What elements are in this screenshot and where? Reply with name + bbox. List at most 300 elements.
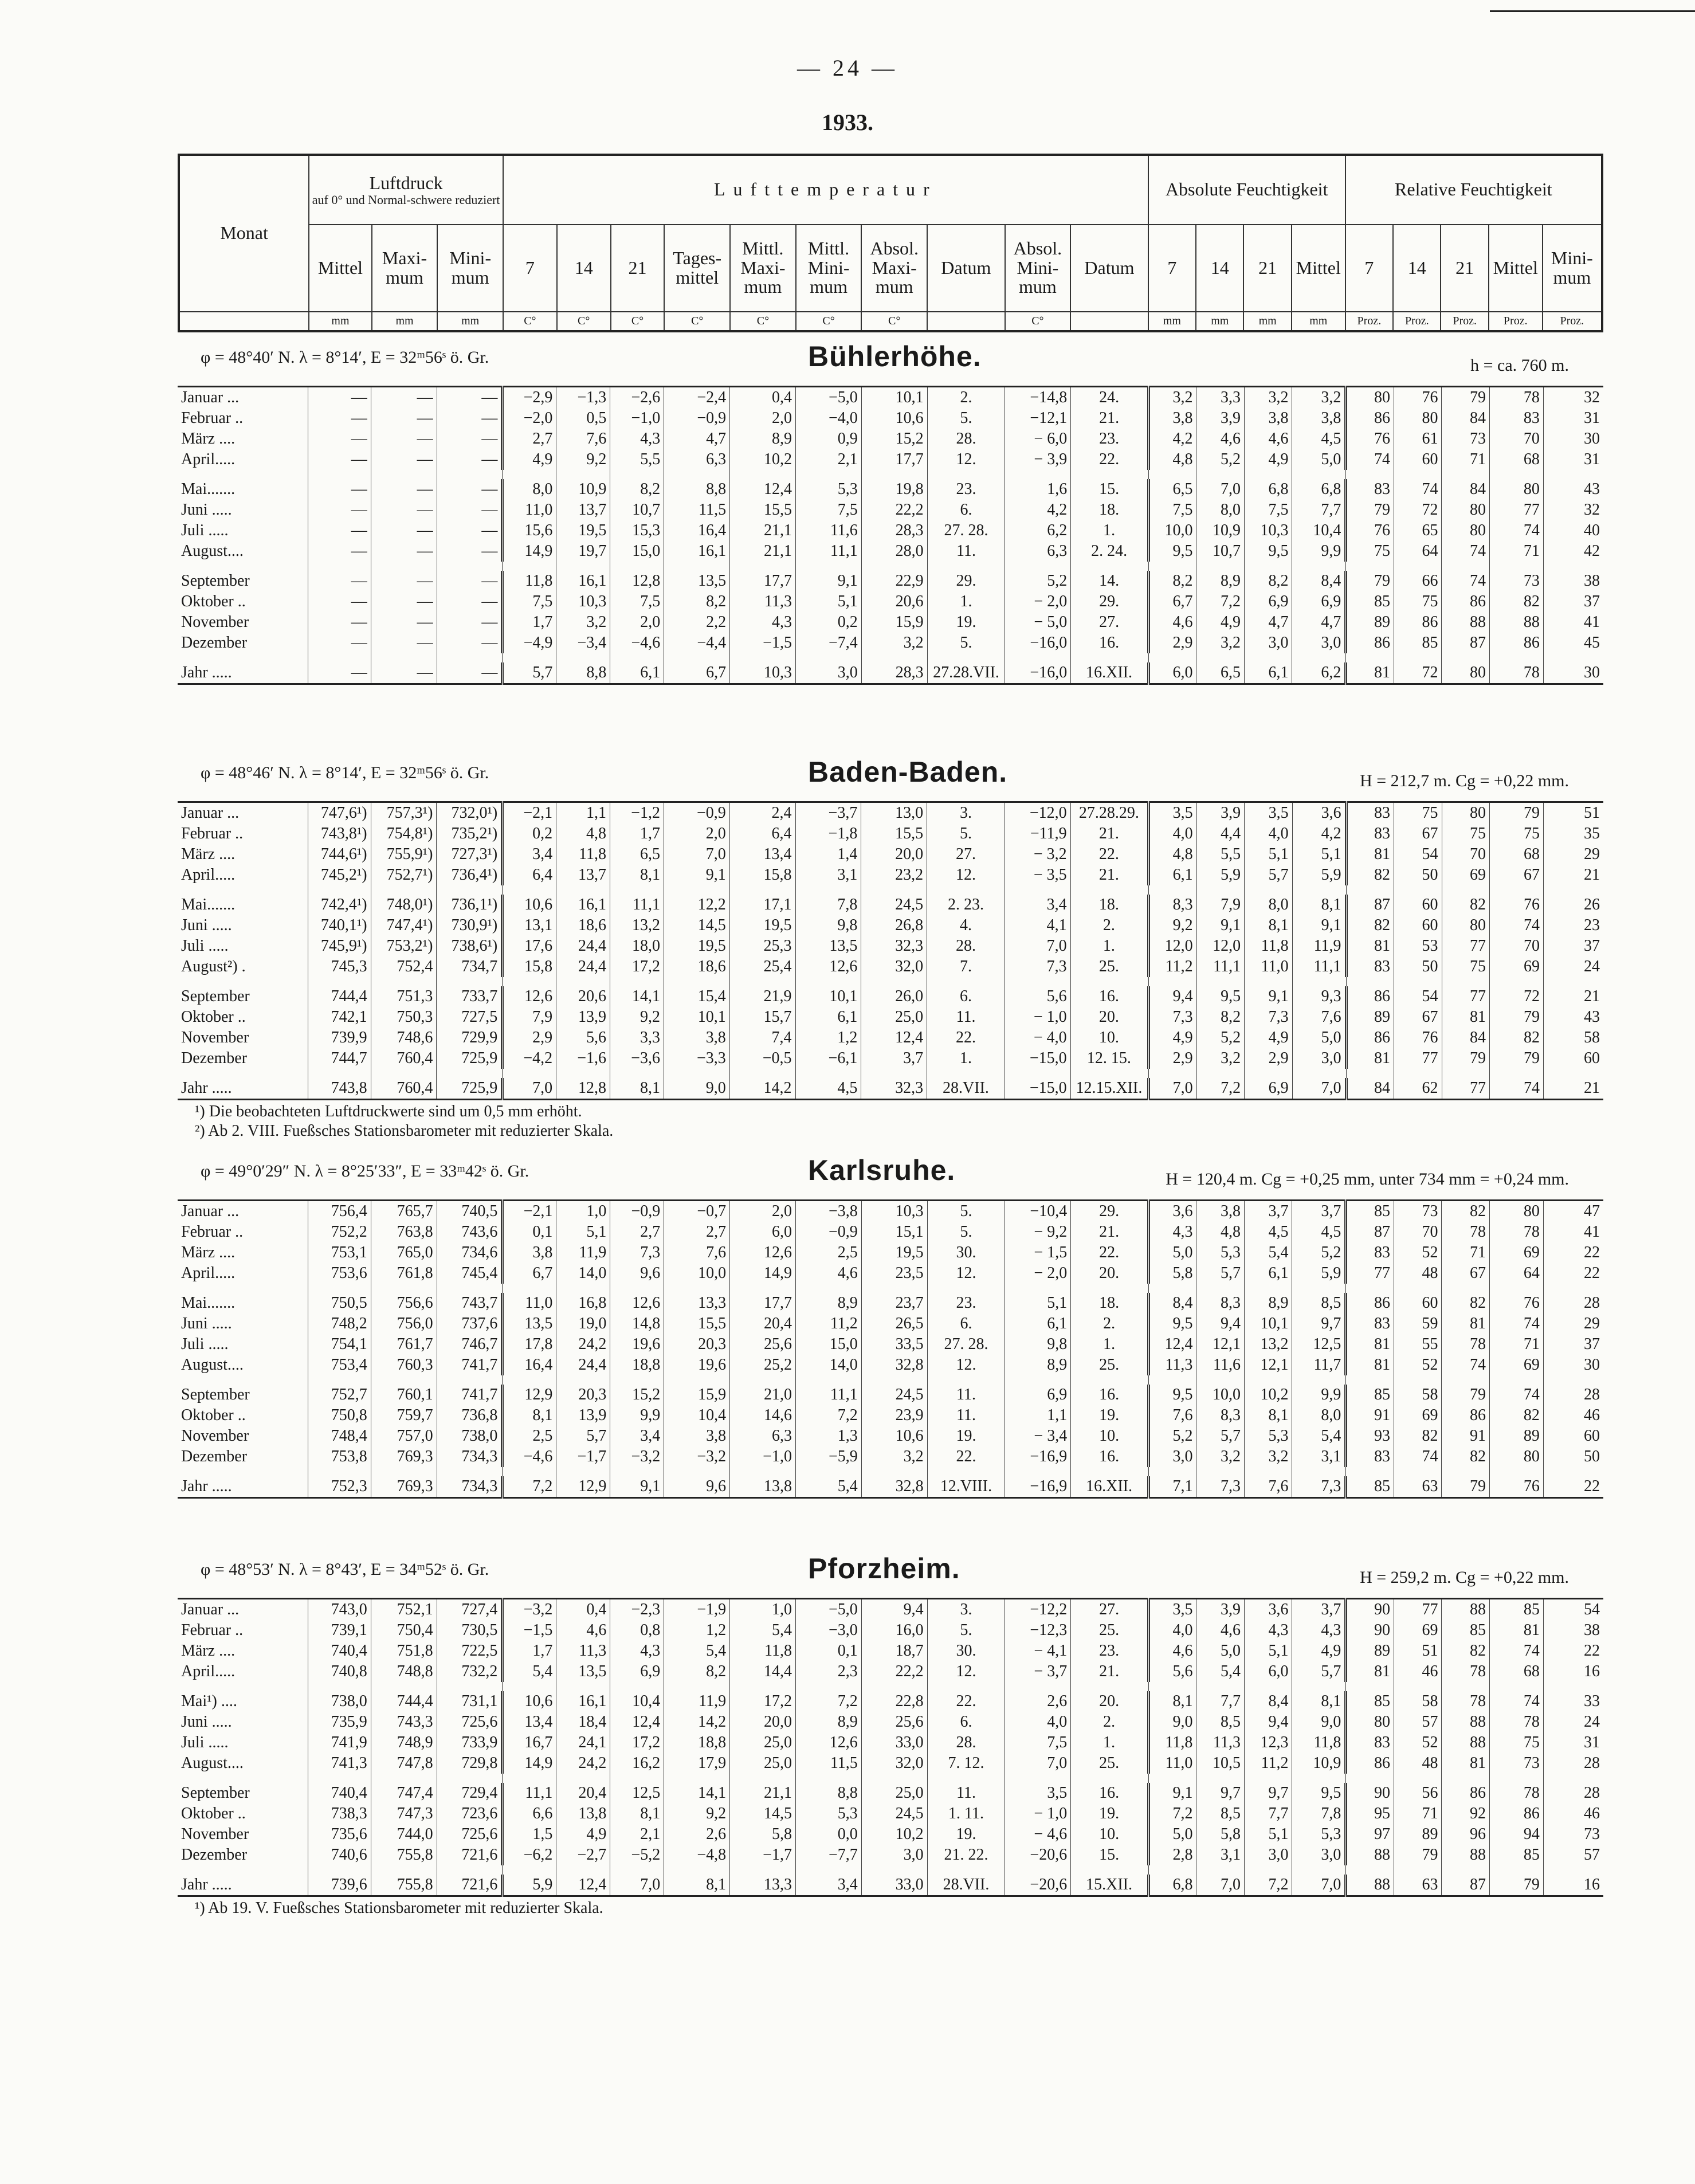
table-cell: 8,3 [1149,895,1196,915]
table-cell: −3,2 [610,1446,664,1467]
table-cell: 730,9¹) [437,915,503,936]
table-cell: 0,1 [795,1641,861,1661]
table-cell: — [371,662,437,684]
table-cell: 12. [927,1355,1005,1375]
table-cell: 15,0 [610,541,664,562]
table-cell: 9,1 [1292,915,1346,936]
table-cell: 2,1 [610,1824,664,1845]
table-cell: 75 [1442,956,1489,977]
table-cell: 8,9 [1244,1293,1292,1313]
table-cell: 755,8 [371,1875,437,1896]
table-cell: 10,6 [861,1426,927,1446]
table-cell: 18,8 [610,1355,664,1375]
table-cell: 25,0 [730,1753,796,1774]
table-cell: 86 [1346,408,1394,429]
table-cell: −2,1 [503,1201,556,1222]
table-cell: 76 [1394,387,1442,409]
table-cell: 1,0 [556,1201,610,1222]
table-cell: 24 [1543,956,1603,977]
table-cell: 61 [1394,429,1442,449]
table-cell: 6. [927,1313,1005,1334]
table-row [178,387,1603,409]
table-cell: 19,5 [729,915,795,936]
table-cell: 40 [1543,520,1603,541]
table-cell: 19,6 [664,1355,730,1375]
table-cell: 4,3 [1244,1620,1292,1641]
table-cell: 83 [1346,1732,1394,1753]
table-cell: 3,5 [1005,1783,1071,1803]
table-cell: 74 [1490,1078,1544,1100]
table-cell: — [437,449,503,470]
table-cell: 6,7 [664,662,730,684]
table-cell: 7,3 [1005,956,1070,977]
table-cell: 12,4 [730,479,796,500]
table-cell: 5,1 [1292,844,1346,865]
table-cell: 20,3 [556,1385,610,1405]
table-cell: − 1,0 [1005,1803,1071,1824]
table-cell: 76 [1394,1028,1442,1048]
col-rmittel: Mittel [1489,225,1543,312]
table-cell: 11,1 [795,541,861,562]
table-cell: 8,0 [1196,500,1245,520]
table-cell: 10,3 [556,591,610,612]
table-row [178,429,1603,449]
table-cell: −4,4 [664,633,730,653]
table-cell: 725,6 [437,1824,503,1845]
table-cell: 54 [1394,986,1442,1007]
month-label: April..... [181,1662,236,1680]
table-cell: 0,4 [556,1599,610,1621]
table-cell: 10,0 [1196,1385,1245,1405]
table-cell: 2. [1071,1712,1149,1732]
table-cell: 67 [1394,824,1442,844]
table-cell: 8,9 [1005,1355,1071,1375]
station-coordinates: φ = 49°0′29″ N. λ = 8°25′33″, E = 33ᵐ42ˢ ö. Gr. [201,1162,529,1181]
table-cell: 11,0 [503,500,556,520]
table-cell: 7,2 [1196,591,1245,612]
table-cell: 7,0 [1005,936,1070,956]
table-cell: — [437,612,503,633]
table-cell: 12,4 [556,1875,610,1896]
table-cell: 8,1 [1245,915,1292,936]
month-label: September [181,1386,250,1403]
table-cell: 88 [1489,612,1543,633]
month-label: Januar ... [181,1601,240,1618]
table-cell: 9,2 [556,449,610,470]
table-cell: 38 [1543,571,1603,591]
table-cell: 37 [1543,591,1603,612]
table-cell: 12,1 [1196,1334,1245,1355]
table-cell: 13,3 [730,1875,796,1896]
table-cell: 2,7 [610,1222,664,1242]
table-cell: 3,2 [556,612,610,633]
table-cell: 745,4 [437,1263,503,1284]
table-cell: 28. [927,429,1005,449]
table-cell: 88 [1346,1845,1394,1865]
table-cell: 751,3 [371,986,437,1007]
table-cell: 16 [1543,1875,1603,1896]
table-cell: 79 [1490,1048,1544,1069]
table-cell: 80 [1442,500,1490,520]
table-cell: 16,4 [664,520,730,541]
table-cell: 77 [1442,936,1489,956]
month-label: Jahr ..... [181,1079,232,1097]
table-cell: 23,5 [861,1263,927,1284]
table-cell: 17,2 [730,1691,796,1712]
col-r7: 7 [1345,225,1393,312]
table-cell: − 6,0 [1005,429,1071,449]
table-cell: 8,4 [1148,1293,1196,1313]
table-cell: 11,3 [1148,1355,1196,1375]
table-cell: 4,2 [1005,500,1071,520]
table-row [178,1783,1603,1803]
table-cell: 11,8 [503,571,556,591]
table-cell: 80 [1346,387,1394,409]
table-cell: 2,9 [503,1028,556,1048]
table-cell: 4,0 [1005,1712,1071,1732]
table-cell: 75 [1394,591,1442,612]
table-cell: 4,9 [1292,1641,1346,1661]
table-cell: 24,4 [556,936,610,956]
table-cell: 81 [1442,1313,1490,1334]
table-cell: 82 [1442,1201,1490,1222]
table-cell: 4,9 [556,1824,610,1845]
table-cell: 7,5 [610,591,664,612]
unit-proz: Proz. [1489,312,1543,331]
unit-c: C° [730,312,796,331]
table-cell: 75 [1346,541,1394,562]
table-cell: 4,5 [1244,1222,1292,1242]
table-cell: 12,4 [610,1712,664,1732]
table-cell: 740,1¹) [308,915,371,936]
table-cell: 71 [1489,1334,1543,1355]
table-cell: 11,9 [664,1691,730,1712]
table-row [178,844,1603,865]
table-cell: 83 [1346,956,1394,977]
table-cell: 3,3 [610,1028,664,1048]
station-data-table [178,1598,1603,1897]
table-cell: 8,1 [1244,1405,1292,1426]
table-cell: 2,9 [1149,1048,1196,1069]
table-cell: 22. [1071,1242,1149,1263]
table-cell: 740,4 [308,1641,371,1661]
table-cell: 7,6 [1148,1405,1196,1426]
table-cell: −16,9 [1005,1446,1071,1467]
table-cell: 3,0 [1148,1446,1196,1467]
table-cell: 12,5 [1292,1334,1346,1355]
table-cell: 9,7 [1244,1783,1292,1803]
table-cell: 18,4 [556,1712,610,1732]
table-cell: 19. [1071,1405,1149,1426]
table-cell: 12,6 [795,1732,861,1753]
table-cell: 24,5 [861,895,927,915]
month-label: Januar ... [181,804,240,822]
table-cell: 4,9 [503,449,556,470]
table-row [178,571,1603,591]
table-cell: −1,3 [556,387,610,409]
table-cell: — [308,571,371,591]
table-row [178,915,1603,936]
table-cell: 73 [1442,429,1490,449]
table-cell: 74 [1489,1385,1543,1405]
table-cell: 33 [1543,1691,1603,1712]
table-cell: 75 [1489,1732,1543,1753]
table-cell: 3,6 [1244,1599,1292,1621]
table-cell: 7,2 [1196,1078,1244,1100]
table-cell: 89 [1346,612,1394,633]
table-cell: 74 [1489,1313,1543,1334]
table-cell: 16,1 [556,1691,610,1712]
table-cell: 71 [1394,1803,1442,1824]
table-cell: 748,6 [371,1028,437,1048]
table-cell: 7,5 [1244,500,1292,520]
table-cell: 81 [1346,1661,1394,1682]
table-cell: 48 [1394,1753,1442,1774]
table-cell: −3,2 [503,1599,556,1621]
table-row [178,1078,1603,1100]
table-cell: 738,0 [308,1691,371,1712]
table-cell: 2,5 [795,1242,861,1263]
table-cell: 67 [1394,1007,1442,1028]
table-cell: 69 [1442,865,1489,885]
table-cell: 729,9 [437,1028,503,1048]
table-cell: 23. [927,1293,1005,1313]
table-cell: 6,3 [664,449,730,470]
table-row [178,520,1603,541]
table-cell: 4,2 [1292,824,1346,844]
table-cell: 25. [1070,956,1149,977]
table-cell: 753,4 [308,1355,371,1375]
station-height: H = 259,2 m. Cg = +0,22 mm. [1360,1568,1569,1587]
month-label: Januar ... [181,389,240,406]
table-cell: 6,5 [610,844,664,865]
table-cell: 16,2 [610,1753,664,1774]
table-cell: — [437,541,503,562]
station-title-bar [178,1154,1603,1194]
table-cell: 70 [1490,936,1544,956]
month-label: Dezember [181,634,248,652]
table-cell: 11. [927,1385,1005,1405]
table-row [178,986,1603,1007]
unit-mm: mm [1148,312,1196,331]
table-cell: 10. [1071,1426,1149,1446]
table-cell: 78 [1442,1661,1490,1682]
table-cell: −15,0 [1005,1078,1070,1100]
month-label: Mai¹) .... [181,1692,237,1710]
table-cell: 22 [1543,1476,1603,1498]
table-cell: 721,6 [437,1845,503,1865]
table-cell: 740,8 [308,1661,371,1682]
month-label: Juli ..... [181,1335,229,1353]
table-cell: 1,1 [1005,1405,1071,1426]
table-cell: 734,7 [437,956,503,977]
table-cell: 15,9 [861,612,927,633]
table-cell: 760,4 [371,1078,437,1100]
page-number: — 24 — [797,55,898,81]
table-cell: 22,9 [861,571,927,591]
table-cell: 8,2 [610,479,664,500]
table-cell: 32,8 [861,1476,927,1498]
table-cell: 752,1 [371,1599,437,1621]
table-cell: 7,9 [503,1007,556,1028]
table-cell: 84 [1346,1078,1394,1100]
table-cell: 13,7 [556,500,610,520]
table-cell: 5,2 [1148,1426,1196,1446]
table-cell: 25,0 [861,1007,927,1028]
table-cell: 7,6 [1292,1007,1346,1028]
table-cell: 7,5 [1148,500,1196,520]
table-cell: 5,2 [1196,449,1245,470]
col-tagesmittel: Tages-mittel [664,225,730,312]
luftdruck-title: Luftdruck [369,172,443,193]
table-cell: 13,5 [556,1661,610,1682]
table-cell: 11,0 [1245,956,1292,977]
table-cell: 3,7 [1292,1599,1346,1621]
table-cell: 6. [927,500,1005,520]
table-cell: 86 [1489,1803,1543,1824]
table-cell: 12,9 [556,1476,610,1498]
table-cell: 21 [1543,865,1603,885]
table-cell: 76 [1489,1476,1543,1498]
table-cell: 8,0 [1245,895,1292,915]
table-cell: −0,7 [664,1201,730,1222]
table-cell: 83 [1346,1446,1394,1467]
table-cell: 32,0 [861,1753,927,1774]
table-cell: 75 [1442,824,1489,844]
table-cell: 743,8¹) [308,824,371,844]
table-cell: — [371,408,437,429]
table-cell: 11,1 [503,1783,556,1803]
table-cell: 7,7 [1292,500,1346,520]
table-cell: — [371,449,437,470]
table-cell: 13,9 [556,1405,610,1426]
table-cell: 7. [927,956,1005,977]
table-cell: 5,7 [1196,1426,1245,1446]
table-cell: 4,8 [1149,844,1196,865]
table-cell: 3,8 [664,1028,729,1048]
table-cell: 8,3 [1196,1405,1245,1426]
table-cell: 4,3 [1292,1620,1346,1641]
table-cell: 4,9 [1244,449,1292,470]
table-cell: 5,4 [1196,1661,1245,1682]
table-cell: 12. [927,449,1005,470]
table-cell: 5,0 [1148,1824,1196,1845]
table-cell: 2,0 [730,1201,796,1222]
table-cell: 80 [1489,1446,1543,1467]
table-cell: 27. [1071,1599,1149,1621]
table-cell: 14,2 [729,1078,795,1100]
table-cell: 15,2 [610,1385,664,1405]
table-cell: 3,5 [1245,802,1292,824]
table-cell: 6,2 [1005,520,1071,541]
table-cell: 60 [1394,449,1442,470]
table-cell: 1. [927,591,1005,612]
table-cell: −10,4 [1005,1201,1071,1222]
station-data-table [178,1199,1603,1499]
table-cell: 82 [1442,1641,1490,1661]
table-cell: 74 [1442,571,1490,591]
table-cell: 79 [1346,571,1394,591]
table-cell: 10,1 [1244,1313,1292,1334]
table-cell: 62 [1394,1078,1442,1100]
month-label: Mai....... [181,1294,236,1312]
table-cell: 6,0 [1244,1661,1292,1682]
table-cell: 22. [1070,844,1149,865]
table-cell: 751,8 [371,1641,437,1661]
table-cell: 4,9 [1149,1028,1196,1048]
table-cell: 0,5 [556,408,610,429]
table-cell: −12,1 [1005,408,1071,429]
table-cell: 64 [1394,541,1442,562]
table-cell: 28,0 [861,541,927,562]
table-cell: 3,6 [1148,1201,1196,1222]
table-row [178,449,1603,470]
table-cell: 740,6 [308,1845,371,1865]
table-cell: 3,9 [1196,802,1244,824]
table-cell: 14,9 [503,541,556,562]
table-cell: 72 [1394,500,1442,520]
table-cell: 68 [1490,844,1544,865]
table-row [178,1293,1603,1313]
table-cell: 11,0 [503,1293,556,1313]
table-cell: 752,2 [308,1222,371,1242]
table-cell: 9,1 [1148,1783,1196,1803]
table-cell: 21,0 [730,1385,796,1405]
table-cell: 80 [1489,1201,1543,1222]
table-cell: 2,9 [1148,633,1196,653]
table-cell: 9,7 [1292,1313,1346,1334]
month-label: Februar .. [181,825,244,842]
table-cell: 6. [927,1712,1005,1732]
table-cell: 2,9 [1245,1048,1292,1069]
unit-proz: Proz. [1543,312,1602,331]
table-cell: 85 [1346,1476,1394,1498]
table-row [178,1405,1603,1426]
table-row [178,1334,1603,1355]
table-cell: 82 [1489,1405,1543,1426]
table-cell: 13,8 [556,1803,610,1824]
table-row [178,633,1603,653]
table-row [178,1875,1603,1896]
table-cell: 80 [1489,479,1543,500]
table-cell: 90 [1346,1783,1394,1803]
table-cell: 6,1 [1149,865,1196,885]
table-cell: −1,9 [664,1599,730,1621]
table-cell: −1,0 [610,408,664,429]
table-cell: −16,9 [1005,1476,1071,1498]
table-cell: 46 [1394,1661,1442,1682]
table-row [178,500,1603,520]
table-cell: 16.XII. [1071,662,1149,684]
table-cell: 57 [1543,1845,1603,1865]
table-cell: 11,3 [1196,1732,1245,1753]
table-cell: 6,9 [610,1661,664,1682]
table-cell: 753,6 [308,1263,371,1284]
table-cell: 2,3 [795,1661,861,1682]
table-cell: 0,4 [730,387,796,409]
table-cell: 5,4 [1292,1426,1346,1446]
table-cell: 10,1 [795,986,861,1007]
table-cell: 7,0 [1292,1078,1346,1100]
table-cell: 9,2 [610,1007,664,1028]
table-cell: 6,4 [729,824,795,844]
table-cell: 80 [1442,520,1490,541]
table-row [178,1753,1603,1774]
table-cell: −2,4 [664,387,730,409]
table-cell: 2,0 [610,612,664,633]
table-cell: 20,6 [556,986,610,1007]
table-cell: 3,9 [1196,408,1245,429]
